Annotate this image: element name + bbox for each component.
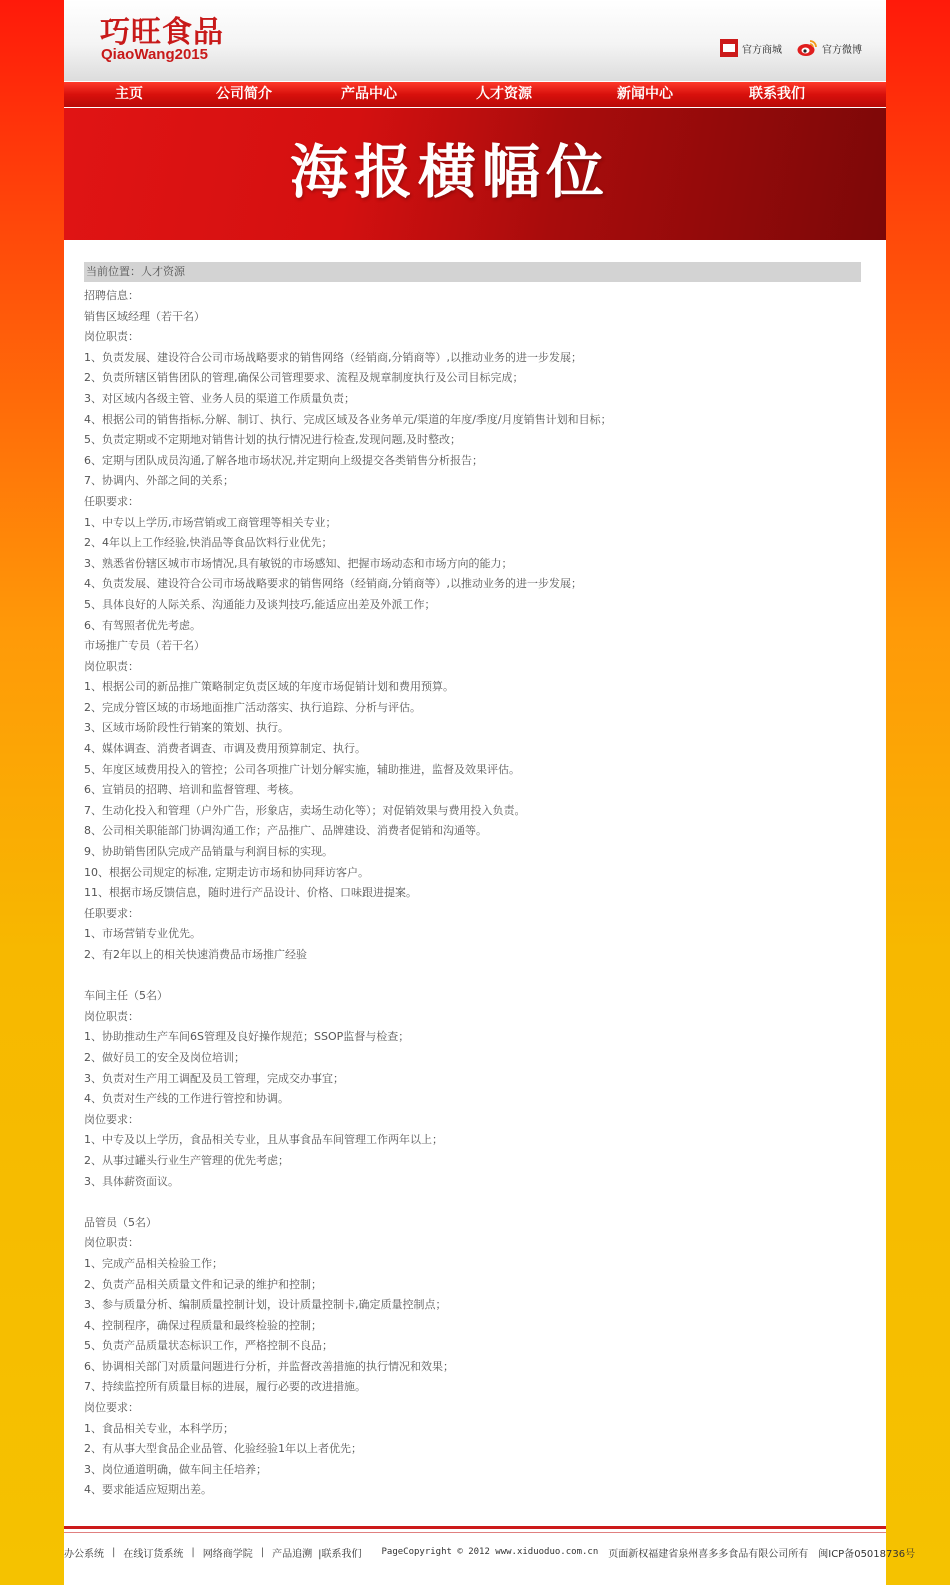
- content-line: 岗位职责：: [84, 659, 139, 673]
- content-line: 1、协助推动生产车间6S管理及良好操作规范；SSOP监督与检查；: [84, 1030, 410, 1044]
- content-line: 1、中专及以上学历，食品相关专业，且从事食品车间管理工作两年以上；: [84, 1133, 443, 1147]
- footer-copyright: PageCopyright © 2012 www.xiduoduo.com.cn: [381, 1547, 599, 1557]
- content-line: 1、中专以上学历,市场营销或工商管理等相关专业；: [84, 515, 337, 529]
- content-spacer: [84, 1192, 864, 1213]
- footer-separator: |: [260, 1546, 265, 1558]
- content-line: 6、宣销员的招聘、培训和监督管理、考核。: [84, 783, 300, 797]
- top-links: [720, 38, 862, 58]
- main-nav: [64, 81, 886, 108]
- official-mall-link[interactable]: [720, 39, 782, 57]
- content-line: 2、做好员工的安全及岗位培训；: [84, 1050, 245, 1064]
- content-line: 招聘信息：: [84, 289, 139, 302]
- content-line: 7、持续监控所有质量目标的进展，履行必要的改进措施。: [84, 1380, 366, 1394]
- content-line: 市场推广专员（若干名）: [84, 639, 205, 653]
- content-line: 5、负责定期或不定期地对销售计划的执行情况进行检查,发现问题,及时整改；: [84, 433, 461, 447]
- content-line: 1、完成产品相关检验工作；: [84, 1256, 223, 1270]
- content-line: 6、定期与团队成员沟通,了解各地市场状况,并定期向上级提交各类销售分析报告；: [84, 453, 483, 467]
- content-line: 4、根据公司的销售指标,分解、制订、执行、完成区域及各业务单元/渠道的年度/季度/月度销售计划和目标；: [84, 412, 612, 426]
- content-line: 3、区域市场阶段性行销案的策划、执行。: [84, 721, 289, 735]
- content-line: 7、生动化投入和管理（户外广告，形象店，卖场生动化等）；对促销效果与费用投入负责。: [84, 803, 526, 817]
- content-line: 6、有驾照者优先考虑。: [84, 618, 201, 632]
- content-line: 3、对区域内各级主管、业务人员的渠道工作质量负责；: [84, 391, 355, 405]
- mall-icon: [720, 39, 738, 57]
- content-line: 11、根据市场反馈信息，随时进行产品设计、价格、口味跟进提案。: [84, 886, 417, 900]
- content-line: 3、具体薪资面议。: [84, 1174, 179, 1188]
- content-line: 1、市场营销专业优先。: [84, 927, 201, 941]
- nav-item-talent[interactable]: 人才资源: [476, 86, 532, 102]
- content-line: 4、负责发展、建设符合公司市场战略要求的销售网络（经销商,分销商等）,以推动业务的进一步发展；: [84, 577, 582, 591]
- breadcrumb: 当前位置：人才资源: [84, 262, 861, 282]
- content-line: 任职要求：: [84, 494, 139, 508]
- nav-item-news[interactable]: 新闻中心: [617, 86, 673, 102]
- official-weibo-link[interactable]: [796, 39, 862, 57]
- content-line: 1、负责发展、建设符合公司市场战略要求的销售网络（经销商,分销商等）,以推动业务的进一步发展；: [84, 350, 582, 364]
- content-line: 7、协调内、外部之间的关系；: [84, 474, 234, 488]
- footer-link-trace[interactable]: 产品追溯: [272, 1548, 313, 1560]
- content-line: 2、完成分管区域的市场地面推广活动落实、执行追踪、分析与评估。: [84, 700, 421, 714]
- footer-link-ordering[interactable]: 在线订货系统: [123, 1548, 184, 1560]
- content-line: 岗位职责：: [84, 1236, 139, 1250]
- nav-item-contact[interactable]: 联系我们: [749, 86, 805, 102]
- content-line: 任职要求：: [84, 906, 139, 920]
- content-line: 10、根据公司规定的标准, 定期走访市场和协同拜访客户。: [84, 865, 369, 879]
- content-line: 4、要求能适应短期出差。: [84, 1483, 212, 1497]
- logo-chinese[interactable]: 巧旺食品: [100, 15, 224, 50]
- footer-separator: |: [191, 1546, 195, 1558]
- banner-text: 海报横幅位: [290, 138, 611, 206]
- content-line: 3、参与质量分析、编制质量控制计划，设计质量控制卡,确定质量控制点；: [84, 1298, 447, 1312]
- content-line: 岗位职责：: [84, 330, 139, 344]
- content-line: 岗位要求：: [84, 1401, 139, 1415]
- nav-item-products[interactable]: 产品中心: [341, 86, 397, 102]
- content-line: 品管员（5名）: [84, 1215, 157, 1229]
- nav-item-home[interactable]: 主页: [115, 86, 143, 102]
- logo-english[interactable]: QiaoWang2015: [101, 46, 208, 63]
- content-line: 3、岗位通道明确，做车间主任培养；: [84, 1462, 267, 1476]
- footer-separator: |: [112, 1546, 116, 1558]
- footer-link-contact[interactable]: |联系我们: [318, 1548, 362, 1560]
- content-line: 2、有2年以上的相关快速消费品市场推广经验: [84, 948, 307, 961]
- content-line: 3、负责对生产用工调配及员工管理，完成交办事宜；: [84, 1071, 344, 1085]
- weibo-icon: [796, 39, 818, 57]
- footer-divider: [64, 1526, 886, 1529]
- content-line: 8、公司相关职能部门协调沟通工作；产品推广、品牌建设、消费者促销和沟通等。: [84, 824, 487, 838]
- content-line: 4、负责对生产线的工作进行管控和协调。: [84, 1092, 289, 1106]
- content-line: 2、负责产品相关质量文件和记录的维护和控制；: [84, 1277, 322, 1291]
- content-line: 4、控制程序，确保过程质量和最终检验的控制；: [84, 1318, 322, 1332]
- content-line: 5、具体良好的人际关系、沟通能力及谈判技巧,能适应出差及外派工作；: [84, 597, 436, 611]
- content-line: 4、媒体调查、消费者调查、市调及费用预算制定、执行。: [84, 742, 366, 756]
- page-container: [64, 0, 916, 1585]
- content-line: 2、从事过罐头行业生产管理的优先考虑；: [84, 1153, 289, 1167]
- content-line: 岗位要求：: [84, 1112, 139, 1126]
- content-line: 2、有从事大型食品企业品管、化验经验1年以上者优先；: [84, 1442, 362, 1456]
- poster-banner: [64, 108, 886, 240]
- content-line: 5、负责产品质量状态标识工作，严格控制不良品；: [84, 1339, 333, 1353]
- footer-divider-thin: [64, 1532, 886, 1533]
- content-line: 3、熟悉省份辖区城市市场情况,具有敏锐的市场感知、把握市场动态和市场方向的能力；: [84, 556, 513, 570]
- official-weibo-label: 官方微博: [822, 44, 862, 56]
- content-line: 岗位职责：: [84, 1009, 139, 1023]
- recruitment-content: [84, 286, 864, 1501]
- official-mall-label: 官方商城: [742, 44, 782, 56]
- content-line: 5、年度区域费用投入的管控；公司各项推广计划分解实施，辅助推进，监督及效果评估。: [84, 762, 520, 776]
- footer-icp[interactable]: 闽ICP备05018736号: [818, 1548, 916, 1560]
- content-spacer: [84, 966, 864, 987]
- footer-link-academy[interactable]: 网络商学院: [202, 1548, 253, 1560]
- footer-owner: 页面新权福建省泉州喜多多食品有限公司所有: [608, 1548, 809, 1560]
- content-line: 1、食品相关专业，本科学历；: [84, 1421, 234, 1435]
- content-line: 9、协助销售团队完成产品销量与利润目标的实现。: [84, 845, 333, 859]
- footer-link-office[interactable]: 办公系统: [64, 1548, 104, 1560]
- content-line: 6、协调相关部门对质量问题进行分析，并监督改善措施的执行情况和效果；: [84, 1359, 454, 1373]
- content-line: 车间主任（5名）: [84, 989, 168, 1003]
- nav-item-company[interactable]: 公司简介: [216, 86, 272, 102]
- footer: [64, 1540, 916, 1564]
- content-line: 2、4年以上工作经验,快消品等食品饮料行业优先；: [84, 536, 333, 550]
- content-line: 1、根据公司的新品推广策略制定负责区域的年度市场促销计划和费用预算。: [84, 680, 454, 694]
- header: [64, 0, 886, 81]
- content-line: 2、负责所辖区销售团队的管理,确保公司管理要求、流程及规章制度执行及公司目标完成；: [84, 371, 524, 385]
- content-line: 销售区域经理（若干名）: [84, 309, 205, 323]
